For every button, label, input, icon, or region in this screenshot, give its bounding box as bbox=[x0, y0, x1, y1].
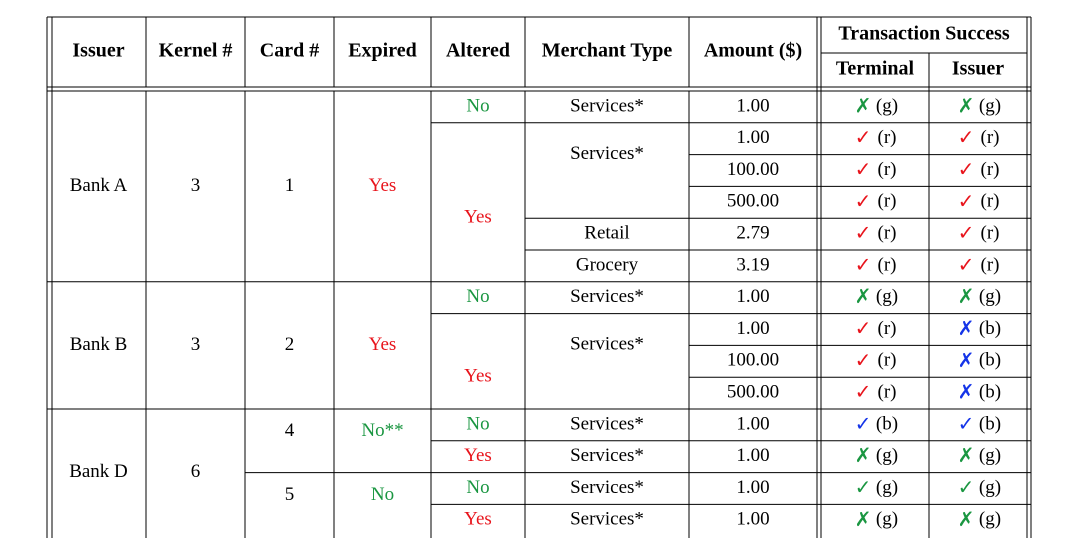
issuer-mark-icon: ✗ bbox=[957, 443, 975, 468]
cell-merchant-type: Services* bbox=[570, 286, 644, 308]
cell-amount: 100.00 bbox=[726, 349, 780, 371]
issuer-mark-icon: ✓ bbox=[957, 188, 975, 213]
terminal-mark-icon: ✗ bbox=[854, 443, 872, 468]
issuer-code: (b) bbox=[978, 349, 1002, 371]
issuer-mark-icon: ✓ bbox=[957, 411, 975, 436]
cell-amount: 500.00 bbox=[726, 190, 780, 212]
cell-card: 2 bbox=[284, 333, 295, 355]
terminal-mark-icon: ✓ bbox=[854, 316, 872, 340]
terminal-mark-icon: ✗ bbox=[854, 506, 872, 531]
cell-expired: Yes bbox=[368, 174, 397, 196]
cell-altered: No bbox=[466, 286, 490, 308]
terminal-mark-icon: ✓ bbox=[854, 411, 872, 436]
terminal-code: (r) bbox=[877, 190, 897, 212]
issuer-mark-icon: ✗ bbox=[957, 347, 975, 372]
issuer-code: (g) bbox=[978, 95, 1002, 117]
terminal-code: (g) bbox=[875, 508, 899, 530]
cell-amount: 100.00 bbox=[726, 158, 780, 180]
terminal-mark-icon: ✓ bbox=[854, 157, 872, 181]
terminal-mark-icon: ✗ bbox=[854, 93, 872, 118]
cell-merchant-type: Grocery bbox=[575, 254, 639, 276]
cell-card: 1 bbox=[284, 174, 295, 196]
terminal-mark-icon: ✓ bbox=[854, 347, 872, 372]
header-amount: Amount ($) bbox=[703, 39, 803, 62]
terminal-mark-icon: ✓ bbox=[854, 188, 872, 213]
issuer-code: (r) bbox=[980, 158, 1000, 180]
header-terminal: Terminal bbox=[835, 57, 915, 80]
header-transaction-success: Transaction Success bbox=[838, 22, 1010, 45]
header-kernel: Kernel # bbox=[158, 39, 233, 62]
terminal-mark-icon: ✓ bbox=[854, 379, 872, 404]
issuer-mark-icon: ✓ bbox=[957, 220, 975, 245]
cell-kernel: 3 bbox=[190, 174, 201, 196]
header-issuer-success: Issuer bbox=[951, 57, 1005, 80]
issuer-mark-icon: ✗ bbox=[957, 379, 975, 404]
header-issuer: Issuer bbox=[72, 39, 125, 62]
cell-altered: No bbox=[466, 413, 490, 435]
cell-issuer: Bank B bbox=[69, 333, 128, 355]
issuer-mark-icon: ✓ bbox=[957, 157, 975, 181]
terminal-code: (r) bbox=[877, 254, 897, 276]
cell-merchant-type: Services* bbox=[570, 508, 644, 530]
issuer-code: (g) bbox=[978, 445, 1002, 467]
terminal-mark-icon: ✓ bbox=[854, 252, 872, 277]
cell-altered: Yes bbox=[464, 206, 492, 228]
cell-amount: 1.00 bbox=[736, 476, 770, 498]
cell-merchant-type: Services* bbox=[570, 333, 644, 355]
issuer-code: (g) bbox=[978, 286, 1002, 308]
issuer-mark-icon: ✗ bbox=[957, 316, 975, 340]
terminal-mark-icon: ✓ bbox=[854, 475, 872, 499]
issuer-mark-icon: ✗ bbox=[957, 284, 975, 309]
cell-amount: 500.00 bbox=[726, 381, 780, 403]
issuer-code: (r) bbox=[980, 190, 1000, 212]
header-merchant-type: Merchant Type bbox=[541, 39, 673, 62]
cell-merchant-type: Services* bbox=[570, 445, 644, 467]
cell-expired: No bbox=[370, 483, 395, 505]
cell-kernel: 3 bbox=[190, 333, 201, 355]
cell-issuer: Bank A bbox=[69, 174, 128, 196]
header-altered: Altered bbox=[445, 39, 511, 62]
cell-amount: 1.00 bbox=[736, 286, 770, 308]
issuer-mark-icon: ✓ bbox=[957, 475, 975, 499]
terminal-mark-icon: ✓ bbox=[854, 125, 872, 150]
terminal-mark-icon: ✗ bbox=[854, 284, 872, 309]
cell-altered: No bbox=[466, 476, 490, 498]
issuer-mark-icon: ✗ bbox=[957, 506, 975, 531]
cell-merchant-type: Services* bbox=[570, 142, 644, 164]
header-card: Card # bbox=[259, 39, 320, 62]
cell-expired: Yes bbox=[368, 333, 397, 355]
issuer-mark-icon: ✓ bbox=[957, 125, 975, 150]
cell-altered: Yes bbox=[464, 508, 492, 530]
terminal-code: (r) bbox=[877, 127, 897, 149]
issuer-code: (b) bbox=[978, 381, 1002, 403]
cell-merchant-type: Services* bbox=[570, 413, 644, 435]
terminal-code: (g) bbox=[875, 95, 899, 117]
issuer-code: (r) bbox=[980, 127, 1000, 149]
cell-card: 4 bbox=[284, 420, 295, 442]
cell-amount: 1.00 bbox=[736, 445, 770, 467]
cell-kernel: 6 bbox=[190, 460, 201, 482]
cell-amount: 1.00 bbox=[736, 95, 770, 117]
terminal-code: (r) bbox=[877, 158, 897, 180]
issuer-code: (b) bbox=[978, 413, 1002, 435]
header-expired: Expired bbox=[348, 39, 417, 62]
cell-amount: 1.00 bbox=[736, 413, 770, 435]
terminal-code: (r) bbox=[877, 222, 897, 244]
terminal-code: (r) bbox=[877, 317, 897, 339]
terminal-code: (g) bbox=[875, 286, 899, 308]
issuer-code: (g) bbox=[978, 508, 1002, 530]
cell-altered: No bbox=[466, 95, 490, 117]
issuer-code: (r) bbox=[980, 222, 1000, 244]
cell-amount: 1.00 bbox=[736, 317, 770, 339]
terminal-code: (g) bbox=[875, 445, 899, 467]
terminal-mark-icon: ✓ bbox=[854, 220, 872, 245]
issuer-code: (b) bbox=[978, 317, 1002, 339]
cell-issuer: Bank D bbox=[69, 460, 128, 482]
cell-amount: 1.00 bbox=[736, 508, 770, 530]
issuer-code: (g) bbox=[978, 476, 1002, 498]
cell-amount: 3.19 bbox=[736, 254, 770, 276]
cell-altered: Yes bbox=[464, 445, 492, 467]
issuer-mark-icon: ✓ bbox=[957, 252, 975, 277]
cell-merchant-type: Services* bbox=[570, 476, 644, 498]
cell-altered: Yes bbox=[464, 365, 492, 387]
cell-card: 5 bbox=[284, 483, 295, 505]
cell-merchant-type: Services* bbox=[570, 95, 644, 117]
issuer-mark-icon: ✗ bbox=[957, 93, 975, 118]
terminal-code: (g) bbox=[875, 476, 899, 498]
terminal-code: (r) bbox=[877, 349, 897, 371]
terminal-code: (b) bbox=[875, 413, 899, 435]
cell-expired: No** bbox=[361, 420, 404, 442]
cell-amount: 1.00 bbox=[736, 127, 770, 149]
cell-amount: 2.79 bbox=[736, 222, 770, 244]
terminal-code: (r) bbox=[877, 381, 897, 403]
issuer-code: (r) bbox=[980, 254, 1000, 276]
cell-merchant-type: Retail bbox=[584, 222, 630, 244]
